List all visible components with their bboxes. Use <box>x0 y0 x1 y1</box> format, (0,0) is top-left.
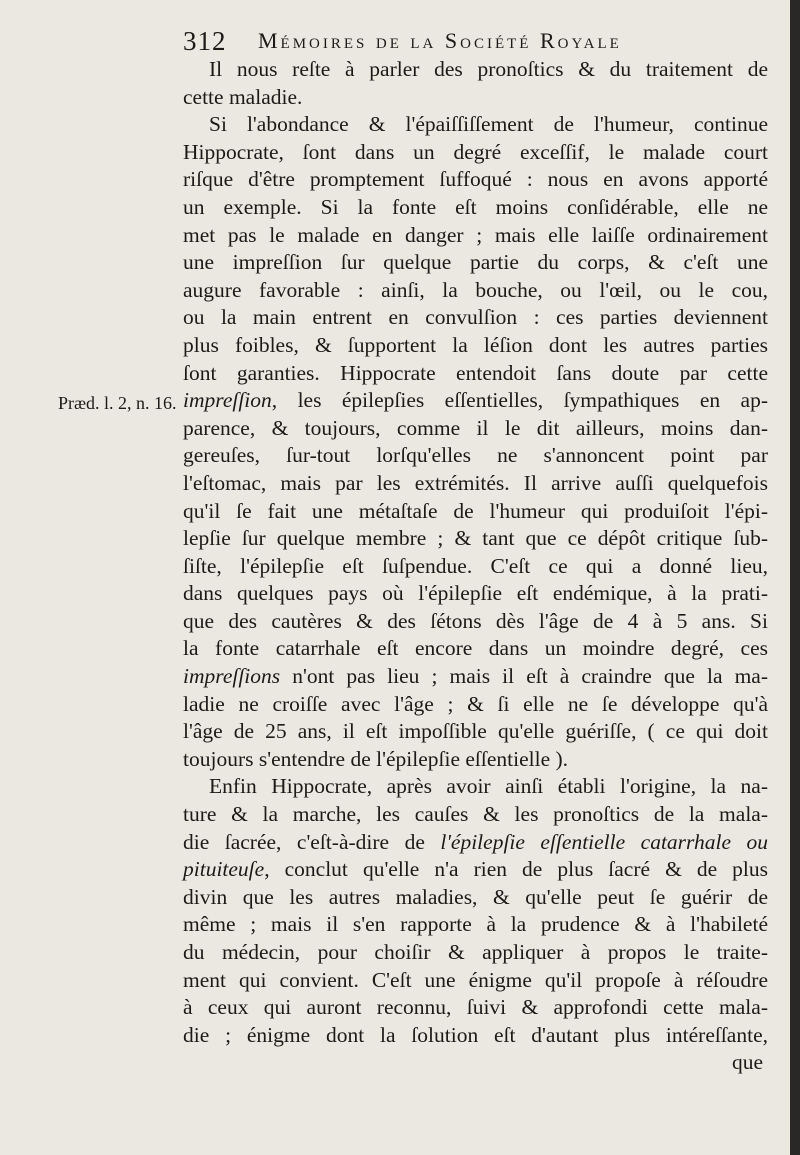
text-segment: die ; énigme dont la ſolution eſt d'autant plus intéreſſante, <box>183 1022 768 1047</box>
text-line <box>183 277 768 305</box>
text-line <box>183 84 768 112</box>
text-line <box>183 967 768 995</box>
text-segment: Il nous reſte à parler des pronoſtics & du traitement de <box>209 57 768 81</box>
text-line <box>183 222 768 250</box>
text-segment: die ſacrée, c'eſt-à-dire de <box>183 829 441 854</box>
text-segment: , conclut qu'elle n'a rien de plus ſacré & de plus <box>264 857 768 882</box>
text-line <box>183 580 768 608</box>
text-line <box>183 608 768 636</box>
text-segment: une impreſſion ſur quelque partie du corps, & c'eſt une <box>183 250 768 275</box>
text-segment: Si l'abondance & l'épaiſſiſſement de l'humeur, continue <box>209 112 768 137</box>
text-segment: du médecin, pour choiſir & appliquer à propos le traite- <box>183 940 768 964</box>
text-line <box>183 56 768 84</box>
text-line <box>183 139 768 167</box>
text-segment: la fonte catarrhale eſt encore dans un moindre degré, ces <box>183 636 768 661</box>
text-line <box>183 553 768 581</box>
text-segment: ment qui convient. C'eſt une énigme qu'il propoſe à réſoudre <box>183 967 768 992</box>
italic-segment: pituiteuſe <box>183 857 265 882</box>
text-segment: ou la main entrent en convulſion : ces parties deviennent <box>183 305 768 330</box>
text-segment: que des cautères & des ſétons dès l'âge de 4 à 5 ans. Si <box>183 608 768 633</box>
text-segment: parence, & toujours, comme il le dit ailleurs, moins dan- <box>183 415 768 440</box>
text-line <box>183 691 768 719</box>
text-segment: riſque d'être promptement ſuffoqué : nous en avons apporté <box>183 167 768 192</box>
text-line <box>183 1049 768 1077</box>
text-segment: Enfin Hippocrate, après avoir ainſi établi l'origine, la na- <box>209 774 768 799</box>
text-line <box>183 442 768 470</box>
text-segment: augure favorable : ainſi, la bouche, ou l'œil, ou le cou, <box>183 277 768 302</box>
text-segment: ladie ne croiſſe avec l'âge ; & ſi elle ne ſe développe qu'à <box>183 691 768 716</box>
text-segment: un exemple. Si la fonte eſt moins conſidérable, elle ne <box>183 194 768 219</box>
italic-segment: impreſſions <box>183 664 281 689</box>
text-segment: l'âge de 25 ans, il eſt impoſſible qu'elle guériſſe, ( ce qui doit <box>183 719 768 744</box>
text-line <box>183 856 768 884</box>
text-line <box>183 304 768 332</box>
text-segment: divin que les autres maladies, & qu'elle peut ſe guérir de <box>183 884 768 909</box>
text-segment: Hippocrate, ſont dans un degré exceſſif, le malade court <box>183 139 768 164</box>
text-line <box>183 829 768 857</box>
text-segment: ſiſte, l'épilepſie eſt ſuſpendue. C'eſt ce qui a donné lieu, <box>183 553 768 578</box>
text-line <box>183 166 768 194</box>
text-segment: l'eſtomac, mais par les extrémités. Il arrive auſſi quelquefois <box>183 470 768 495</box>
page-edge <box>790 0 800 1155</box>
text-line <box>183 194 768 222</box>
text-line <box>183 718 768 746</box>
text-segment: plus foibles, & ſupportent la léſion dont les autres parties <box>183 332 768 357</box>
text-line <box>183 1022 768 1050</box>
text-segment: qu'il ſe fait une métaſtaſe de l'humeur qui produiſoit l'épi- <box>183 498 768 523</box>
text-segment: ture & la marche, les cauſes & les pronoſtics de la mala- <box>183 802 768 827</box>
text-line <box>183 773 768 801</box>
text-line <box>183 746 768 774</box>
text-segment: lepſie ſur quelque membre ; & tant que ce dépôt critique ſub- <box>183 526 768 551</box>
text-line <box>183 884 768 912</box>
body-text <box>183 56 768 1077</box>
text-line <box>183 663 768 691</box>
page-number: 312 <box>183 26 227 56</box>
text-segment: à ceux qui auront reconnu, ſuivi & approfondi cette mala- <box>183 995 768 1020</box>
text-segment: même ; mais il s'en rapporte à la prudence & à l'habileté <box>183 912 768 937</box>
text-line <box>183 111 768 139</box>
text-line <box>183 387 768 415</box>
text-line <box>183 470 768 498</box>
text-segment: met pas le malade en danger ; mais elle laiſſe ordinairement <box>183 222 768 247</box>
text-segment: n'ont pas lieu ; mais il eſt à craindre que la ma- <box>280 664 768 689</box>
text-line <box>183 801 768 829</box>
running-title: Mémoires de la Société Royale <box>258 28 622 53</box>
text-segment: ſont garanties. Hippocrate entendoit ſans doute par cette <box>183 360 768 385</box>
text-segment: gereuſes, ſur-tout lorſqu'elles ne s'annoncent point par <box>183 443 768 468</box>
text-line <box>183 498 768 526</box>
text-segment: que <box>731 1050 763 1075</box>
text-line <box>183 249 768 277</box>
margin-note: Præd. l. 2, n. 16. <box>58 393 177 413</box>
running-head <box>183 26 743 60</box>
text-line <box>183 360 768 388</box>
text-line <box>183 332 768 360</box>
text-segment: cette maladie. <box>183 84 303 109</box>
text-line <box>183 911 768 939</box>
italic-segment: l'épilepſie eſſentielle catarrhale ou <box>440 829 769 854</box>
text-line <box>183 525 768 553</box>
italic-segment: impreſſion <box>183 388 272 413</box>
text-line <box>183 994 768 1022</box>
text-line <box>183 415 768 443</box>
text-segment: , les épilepſies eſſentielles, ſympathiques en ap- <box>271 388 768 413</box>
text-line <box>183 939 768 967</box>
text-segment: dans quelques pays où l'épilepſie eſt endémique, à la prati- <box>183 581 768 606</box>
text-segment: toujours s'entendre de l'épilepſie eſſentielle ). <box>183 746 569 771</box>
text-line <box>183 635 768 663</box>
